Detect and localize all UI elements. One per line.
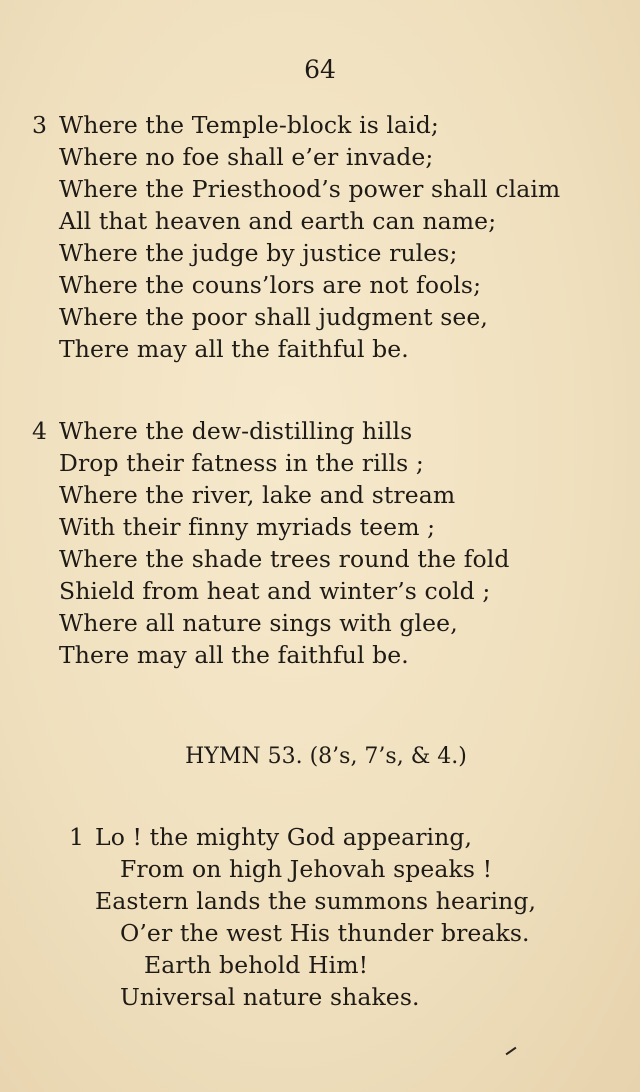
verse-line: Where the river, lake and stream bbox=[59, 481, 456, 509]
verse-line: Where the dew-distilling hills bbox=[59, 417, 413, 445]
verse-line: Where the Temple-block is laid; bbox=[59, 111, 439, 139]
verse-line: There may all the faithful be. bbox=[59, 641, 409, 669]
verse-line: With their finny myriads teem ; bbox=[59, 513, 436, 541]
verse-line: Where no foe shall e’er invade; bbox=[59, 143, 434, 171]
page-number: 64 bbox=[304, 55, 336, 84]
stanza-number: 1 bbox=[69, 823, 84, 851]
verse-line: Universal nature shakes. bbox=[120, 983, 420, 1011]
verse-line: Earth behold Him! bbox=[144, 951, 369, 979]
verse-line: Where the couns’lors are not fools; bbox=[59, 271, 482, 299]
stanza-number: 4 bbox=[32, 417, 47, 445]
verse-line: Where all nature sings with glee, bbox=[59, 609, 458, 637]
verse-line: Where the shade trees round the fold bbox=[59, 545, 510, 573]
hymn-heading: HYMN 53. (8’s, 7’s, & 4.) bbox=[185, 744, 467, 769]
verse-line: Where the poor shall judgment see, bbox=[59, 303, 489, 331]
verse-line: Eastern lands the summons hearing, bbox=[95, 887, 537, 915]
verse-line: Where the Priesthood’s power shall claim bbox=[59, 175, 561, 203]
verse-line: Shield from heat and winter’s cold ; bbox=[59, 577, 491, 605]
verse-line: O’er the west His thunder breaks. bbox=[120, 919, 530, 947]
verse-line: From on high Jehovah speaks ! bbox=[120, 855, 493, 883]
verse-line: All that heaven and earth can name; bbox=[59, 207, 497, 235]
verse-line: Lo ! the mighty God appearing, bbox=[95, 823, 473, 851]
verse-line: Where the judge by justice rules; bbox=[59, 239, 458, 267]
stanza-number: 3 bbox=[32, 111, 47, 139]
verse-line: Drop their fatness in the rills ; bbox=[59, 449, 424, 477]
ink-mark bbox=[506, 1047, 517, 1056]
verse-line: There may all the faithful be. bbox=[59, 335, 409, 363]
